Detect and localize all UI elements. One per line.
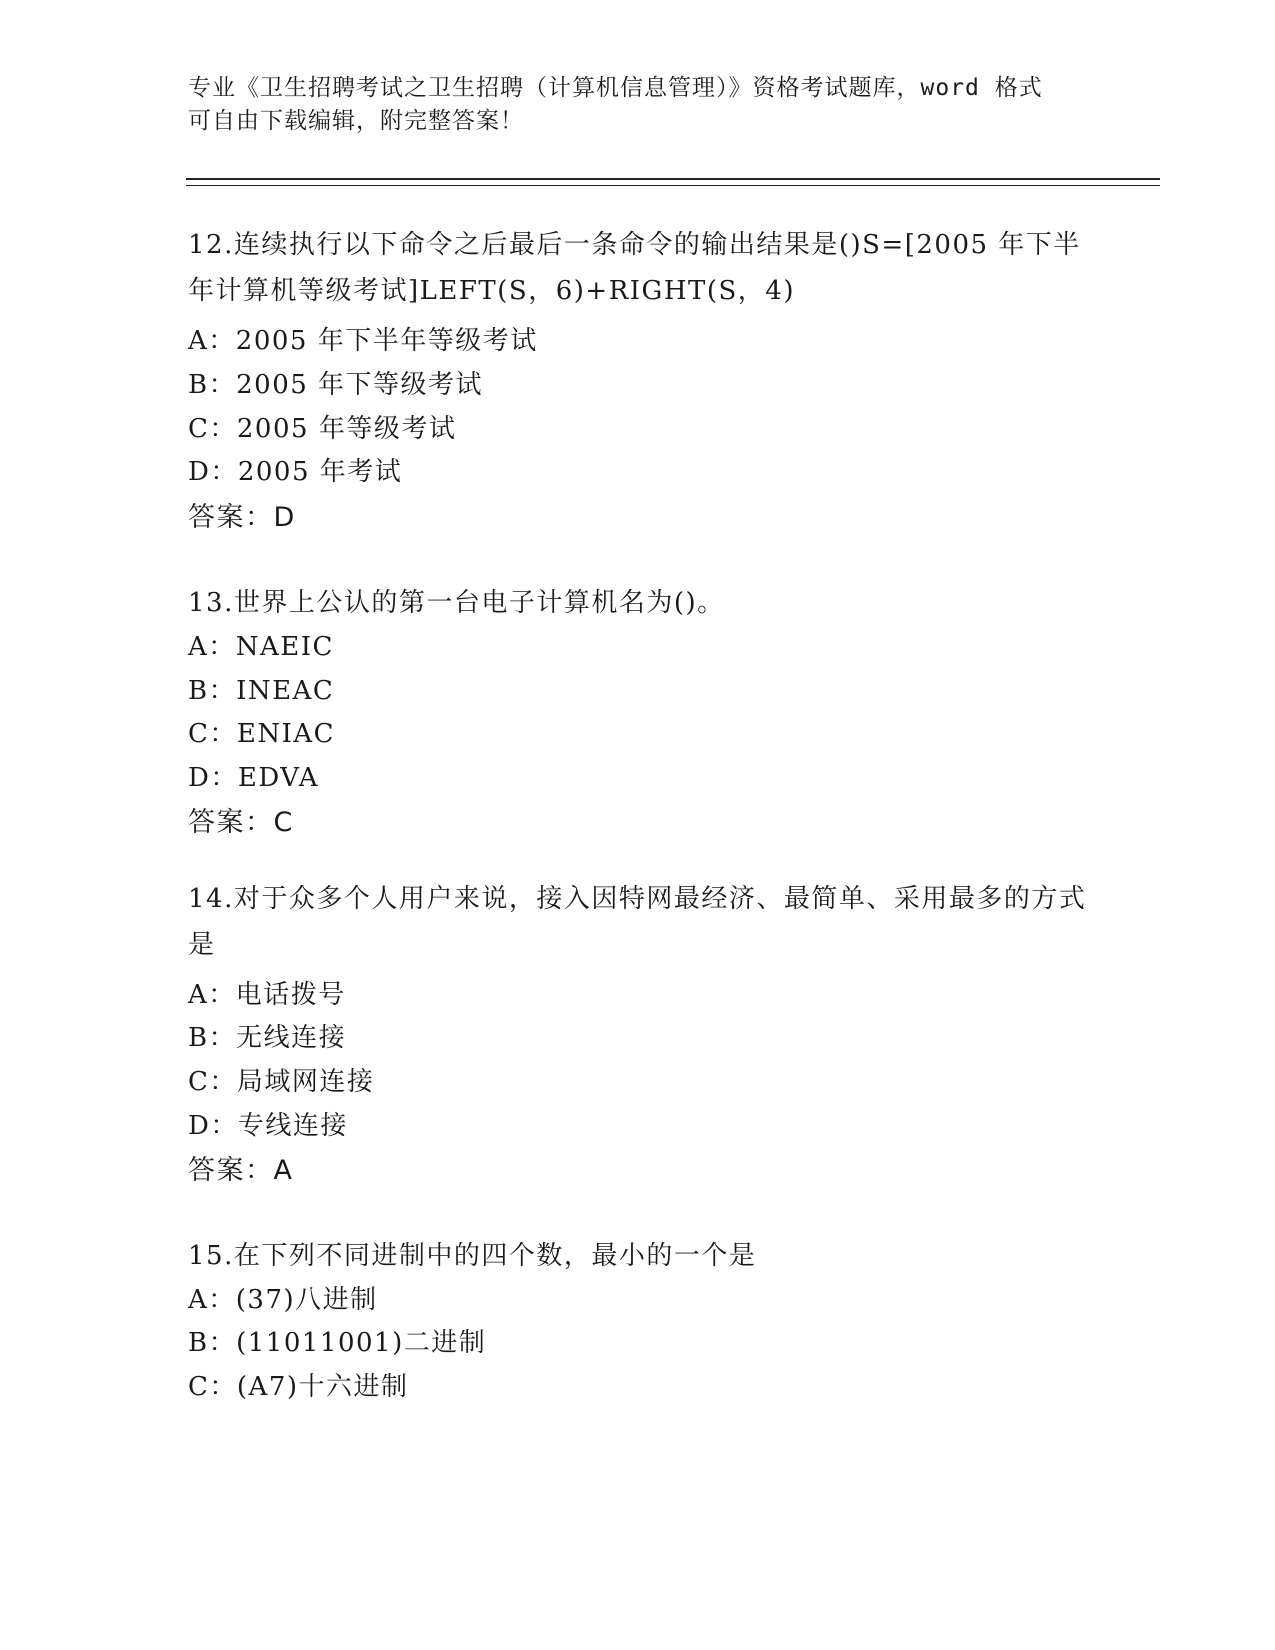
question-12-option-d: D：2005 年考试: [188, 457, 403, 487]
question-13-stem: 13.世界上公认的第一台电子计算机名为()。: [188, 588, 725, 618]
question-13-option-d: D：EDVA: [188, 763, 320, 793]
question-13-option-a: A：NAEIC: [188, 632, 334, 662]
question-12-answer: 答案：D: [188, 502, 296, 533]
question-15-stem: 15.在下列不同进制中的四个数，最小的一个是: [188, 1241, 757, 1271]
question-14-option-b: B：无线连接: [188, 1023, 347, 1053]
question-14-answer: 答案：A: [188, 1155, 294, 1186]
question-14-option-a: A：电话拨号: [188, 980, 346, 1010]
question-14-stem: 14.对于众多个人用户来说，接入因特网最经济、最简单、采用最多的方式是: [188, 884, 1087, 960]
question-14-option-d: D：专线连接: [188, 1111, 348, 1141]
document-header: [188, 72, 1088, 138]
header-divider: [186, 178, 1160, 186]
question-13-option-c: C：ENIAC: [188, 719, 336, 749]
header-line-1: 专业《卫生招聘考试之卫生招聘（计算机信息管理）》资格考试题库，word 格式: [188, 75, 1043, 101]
question-12-option-c: C：2005 年等级考试: [188, 414, 457, 444]
question-15-option-c: C：(A7)十六进制: [188, 1372, 409, 1402]
question-12-option-a: A：2005 年下半年等级考试: [188, 326, 538, 356]
question-12-stem: 12.连续执行以下命令之后最后一条命令的输出结果是()S=[2005 年下半年计算机等级考试]LEFT(S，6)+RIGHT(S，4): [188, 230, 1081, 306]
header-line-2: 可自由下载编辑，附完整答案！: [188, 108, 524, 134]
question-13-answer: 答案：C: [188, 807, 294, 838]
question-13-option-b: B：INEAC: [188, 676, 335, 706]
question-12-option-b: B：2005 年下等级考试: [188, 370, 484, 400]
question-15-option-b: B：(11011001)二进制: [188, 1328, 487, 1358]
question-14-option-c: C：局域网连接: [188, 1067, 375, 1097]
question-15-option-a: A：(37)八进制: [188, 1285, 378, 1315]
